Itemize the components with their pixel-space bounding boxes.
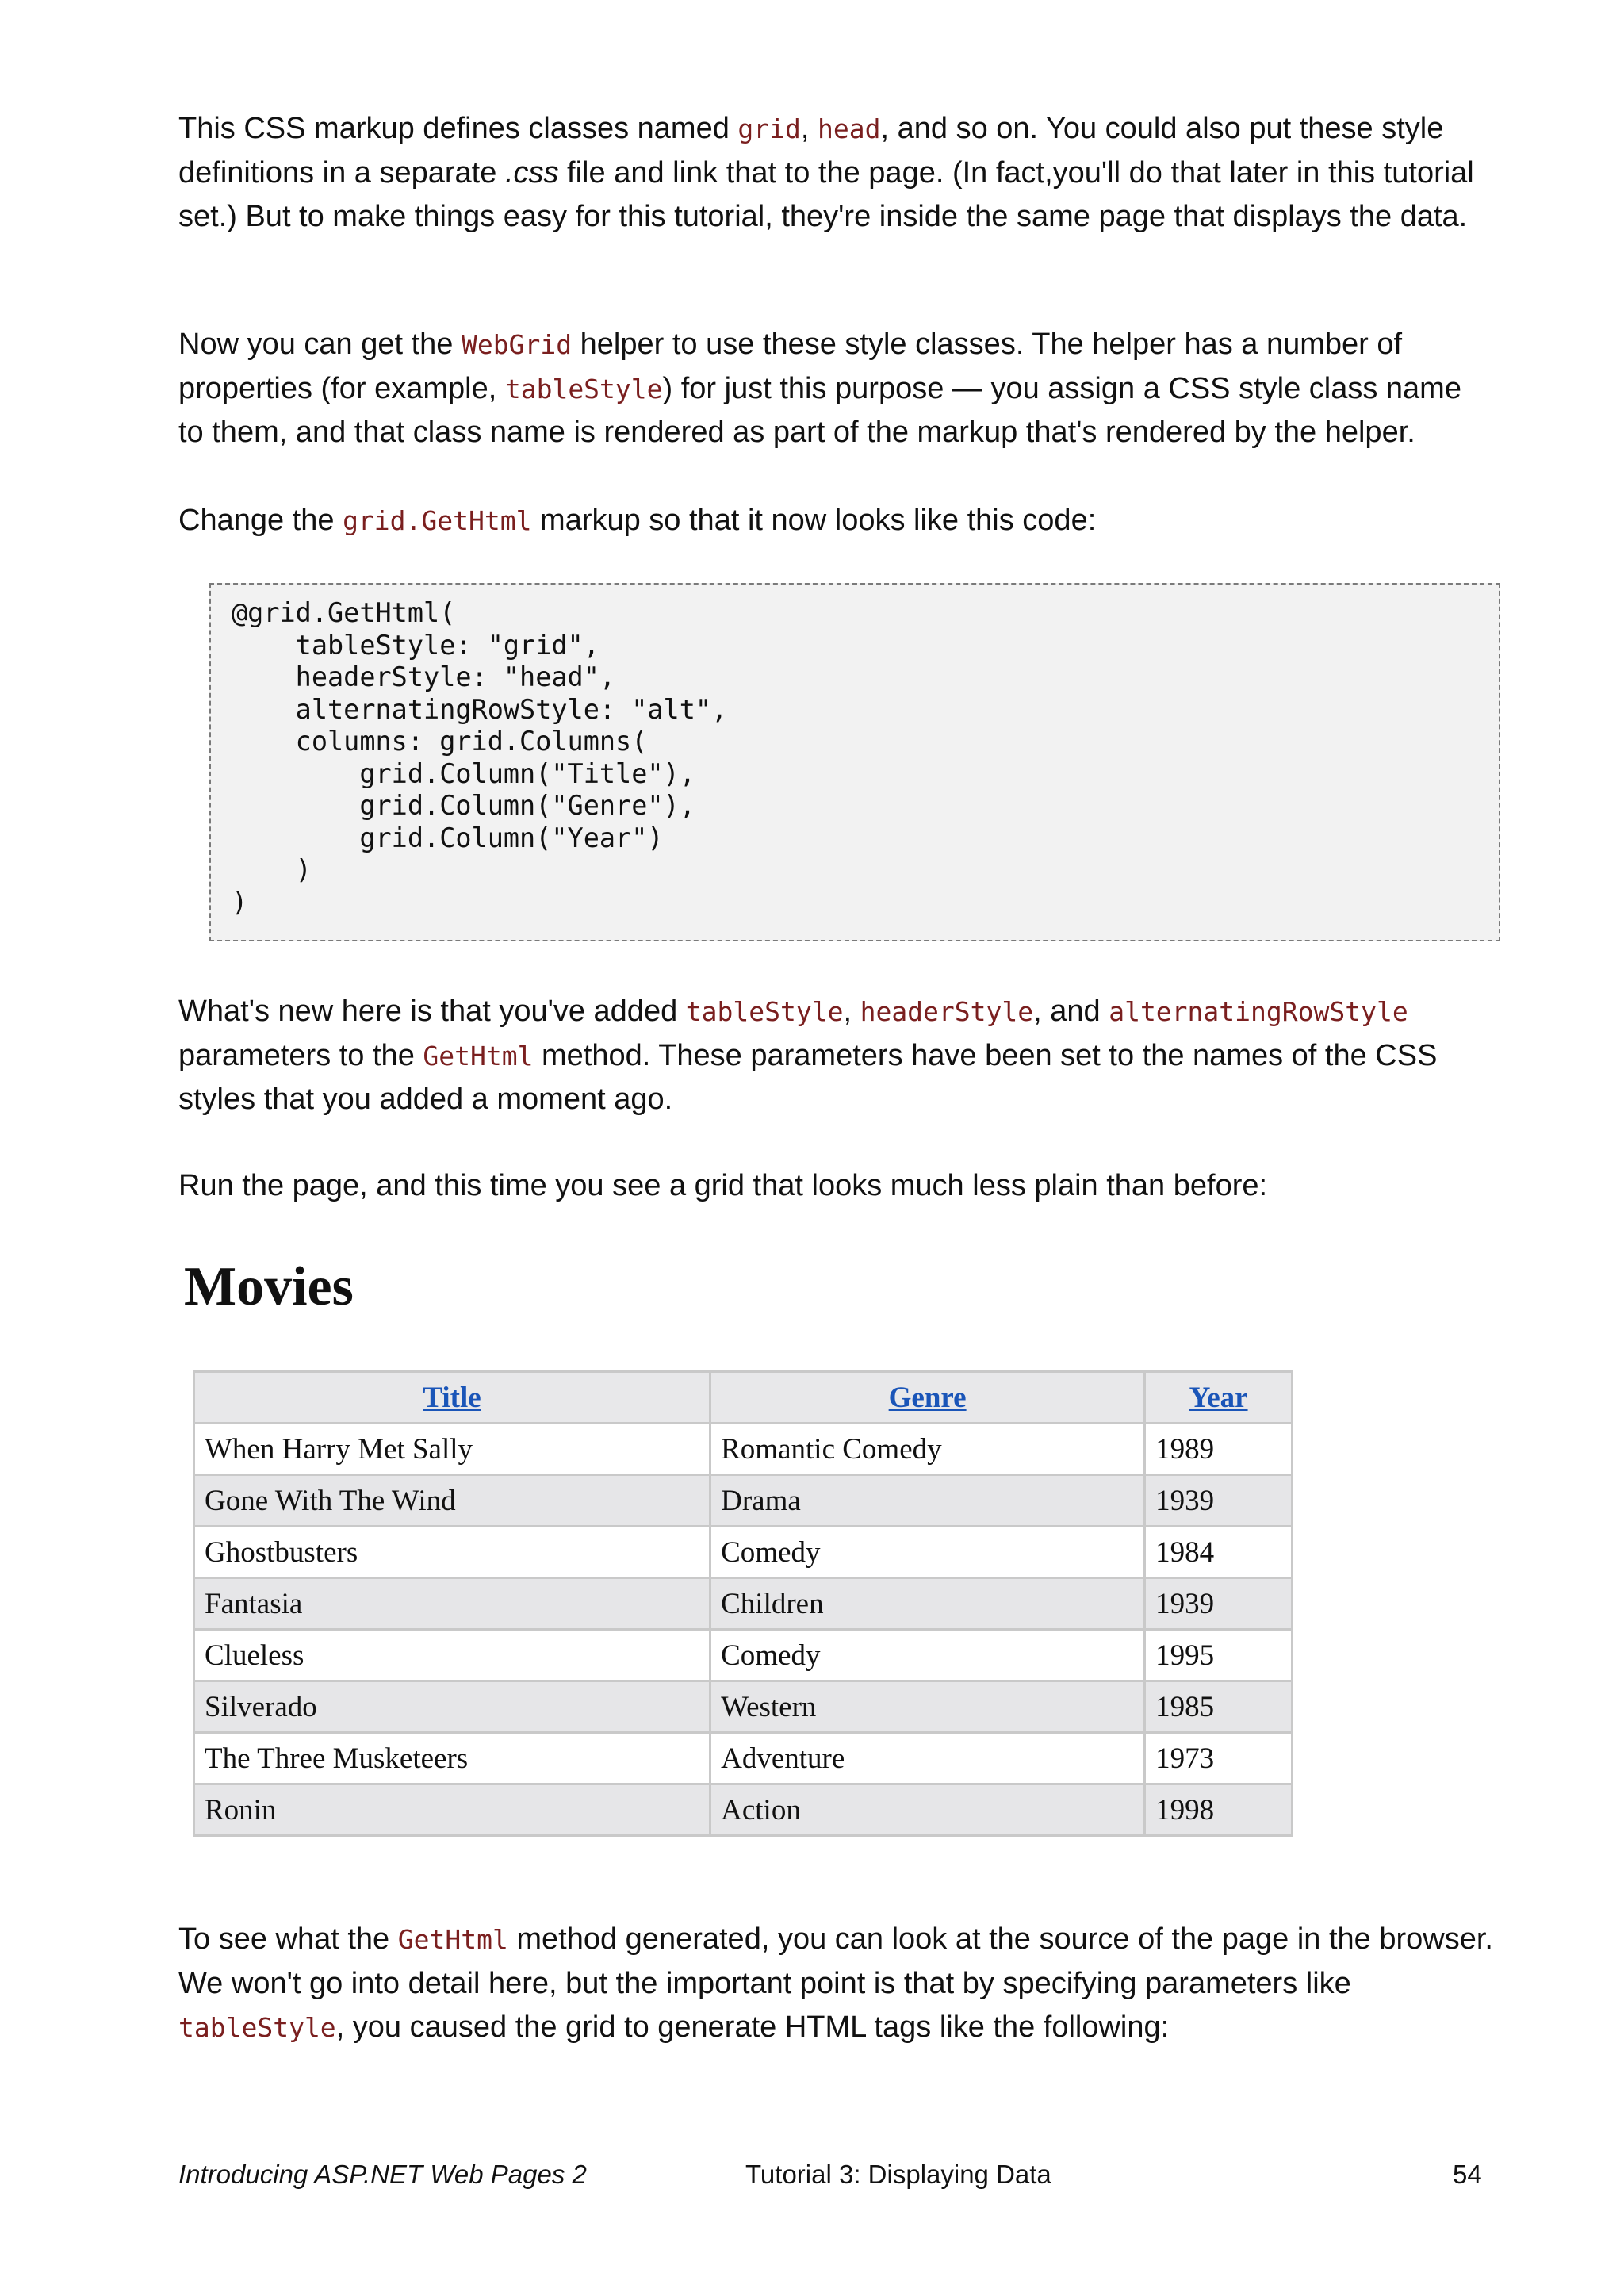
footer-page-number: 54 — [1453, 2160, 1482, 2189]
cell-year: 1973 — [1145, 1733, 1293, 1784]
cell-year: 1985 — [1145, 1681, 1293, 1733]
cell-title: When Harry Met Sally — [194, 1424, 710, 1475]
table-row — [194, 1424, 1293, 1475]
sort-year-link[interactable]: Year — [1189, 1381, 1248, 1414]
paragraph-change-markup — [178, 499, 1495, 543]
text-run: , — [800, 112, 818, 145]
paragraph-webgrid-helper — [178, 323, 1495, 455]
inline-code: grid — [737, 113, 801, 144]
inline-code: grid.GetHtml — [343, 505, 532, 536]
inline-code: tableStyle — [504, 373, 663, 404]
text-run: markup so that it now looks like this code: — [531, 504, 1097, 537]
text-run: Now you can get the — [178, 328, 462, 361]
cell-year: 1984 — [1145, 1527, 1293, 1578]
table-row — [194, 1681, 1293, 1733]
table-row — [194, 1475, 1293, 1527]
text-run: To see what the — [178, 1922, 398, 1956]
paragraph-whats-new — [178, 990, 1495, 1122]
inline-code: head — [818, 113, 881, 144]
cell-title: Silverado — [194, 1681, 710, 1733]
cell-year: 1998 — [1145, 1784, 1293, 1836]
emphasis-text: .css — [504, 155, 559, 190]
cell-genre: Adventure — [710, 1733, 1145, 1784]
column-header-title — [194, 1372, 710, 1424]
cell-title: Clueless — [194, 1630, 710, 1681]
movies-heading: Movies — [184, 1256, 354, 1317]
inline-code: GetHtml — [397, 1924, 508, 1955]
cell-title: Gone With The Wind — [194, 1475, 710, 1527]
text-run: , you caused the grid to generate HTML tags like the following: — [335, 2010, 1170, 2044]
movies-grid-table — [193, 1370, 1293, 1837]
column-header-genre — [710, 1372, 1145, 1424]
cell-genre: Comedy — [710, 1527, 1145, 1578]
cell-title: The Three Musketeers — [194, 1733, 710, 1784]
inline-code: WebGrid — [462, 329, 573, 360]
sort-title-link[interactable]: Title — [423, 1381, 481, 1414]
code-block — [209, 583, 1500, 941]
text-run: parameters to the — [178, 1038, 423, 1072]
cell-title: Ronin — [194, 1784, 710, 1836]
text-run: file and link that to the page. (In fact,you'll do that later in this tutorial set.) But to make things easy for this tutorial, they're inside the same page that displays the data. — [178, 155, 1474, 233]
cell-genre: Comedy — [710, 1630, 1145, 1681]
table-header-row — [194, 1372, 1293, 1424]
cell-genre: Children — [710, 1578, 1145, 1630]
text-run: ) for just this purpose — you assign a CSS style class name to them, and that class name is rendered as part of the markup that's rendered by the helper. — [178, 371, 1461, 449]
table-row — [194, 1733, 1293, 1784]
text-run: , and so on. You could also put these style definitions in a separate — [178, 112, 1444, 190]
paragraph-css-classes — [178, 107, 1495, 240]
text-run: This CSS markup defines classes named — [178, 112, 738, 145]
cell-year: 1939 — [1145, 1475, 1293, 1527]
cell-year: 1939 — [1145, 1578, 1293, 1630]
paragraph-view-source — [178, 1918, 1495, 2050]
table-row — [194, 1578, 1293, 1630]
text-run: helper to use these style classes. The helper has a number of properties (for example, — [178, 328, 1403, 405]
inline-code: alternatingRowStyle — [1109, 996, 1408, 1027]
inline-code: GetHtml — [423, 1040, 534, 1071]
inline-code: tableStyle — [178, 2012, 336, 2043]
cell-year: 1995 — [1145, 1630, 1293, 1681]
inline-code: tableStyle — [685, 996, 844, 1027]
text-run: , — [843, 995, 860, 1028]
table-row — [194, 1630, 1293, 1681]
code-text: @grid.GetHtml( tableStyle: "grid", headerStyle: "head", alternatingRowStyle: "alt", columns: grid.Columns( grid.Column("Title"), grid.Column("Genre"), grid.Column("Year") ) ) — [232, 597, 728, 918]
cell-genre: Romantic Comedy — [710, 1424, 1145, 1475]
text-run: , and — [1033, 995, 1109, 1028]
column-header-year — [1145, 1372, 1293, 1424]
cell-genre: Action — [710, 1784, 1145, 1836]
table-row — [194, 1527, 1293, 1578]
cell-title: Ghostbusters — [194, 1527, 710, 1578]
cell-genre: Drama — [710, 1475, 1145, 1527]
text-run: method. These parameters have been set to the names of the CSS styles that you added a moment ago. — [178, 1038, 1438, 1116]
cell-genre: Western — [710, 1681, 1145, 1733]
footer-book-title: Introducing ASP.NET Web Pages 2 — [178, 2160, 587, 2189]
text-run: What's new here is that you've added — [178, 995, 686, 1028]
text-run: Change the — [178, 504, 343, 537]
text-run: method generated, you can look at the source of the page in the browser. We won't go into detail here, but the important point is that by specifying parameters like — [178, 1922, 1493, 2000]
cell-year: 1989 — [1145, 1424, 1293, 1475]
sort-genre-link[interactable]: Genre — [888, 1381, 967, 1414]
inline-code: headerStyle — [860, 996, 1034, 1027]
paragraph-run-page — [178, 1164, 1495, 1209]
table-row — [194, 1784, 1293, 1836]
text-run: Run the page, and this time you see a grid that looks much less plain than before: — [178, 1169, 1268, 1202]
footer-chapter-title: Tutorial 3: Displaying Data — [745, 2160, 1051, 2189]
cell-title: Fantasia — [194, 1578, 710, 1630]
